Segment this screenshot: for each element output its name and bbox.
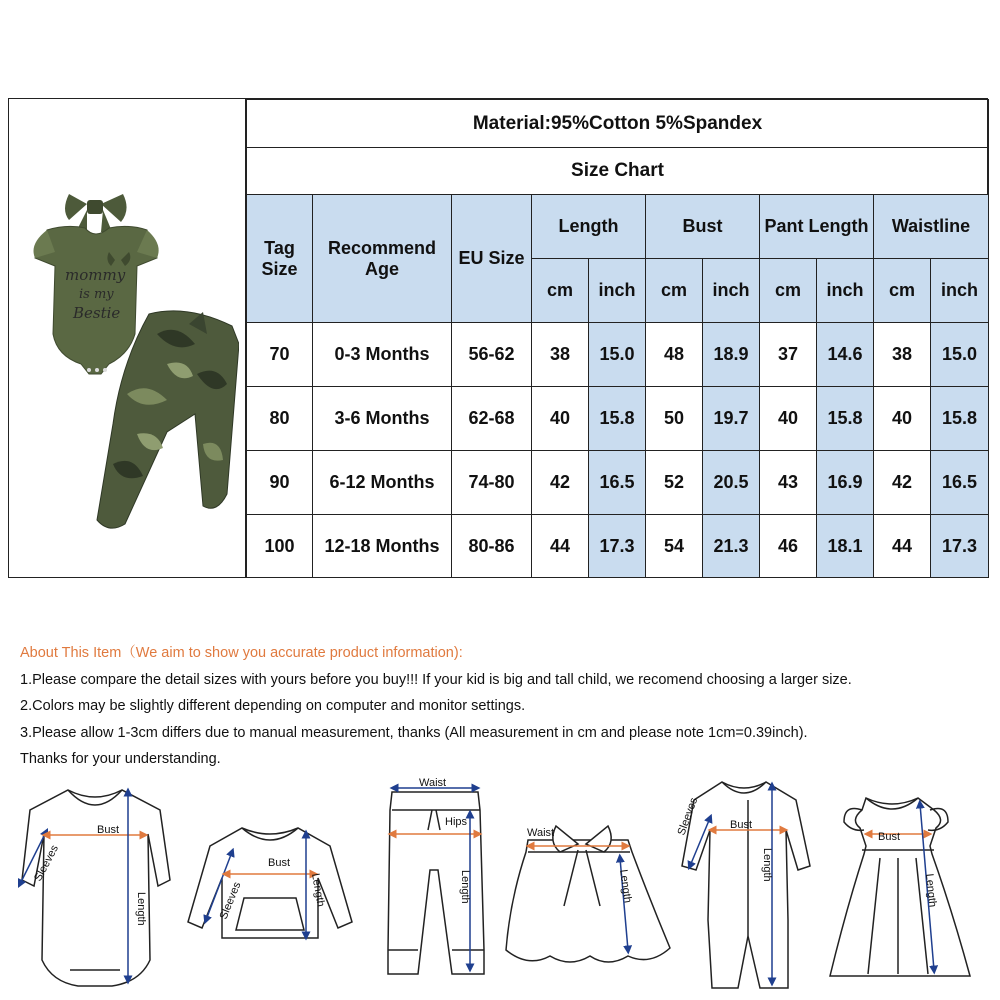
romper-diagram [682, 782, 810, 988]
sleeves-label: Sleeves [217, 880, 244, 922]
waist-cm: 42 [874, 451, 931, 515]
pant-length-inch: 15.8 [817, 387, 874, 451]
measurement-diagrams [0, 770, 1000, 995]
length-cm: 42 [532, 451, 589, 515]
hips-label: Hips [445, 816, 468, 828]
table-row [247, 451, 989, 515]
length-inch: 15.8 [589, 387, 646, 451]
group-bust: Bust [646, 195, 760, 259]
length-label: Length [309, 872, 327, 908]
length-inch: 17.3 [589, 515, 646, 578]
waist-inch: 15.8 [931, 387, 989, 451]
bust-label: Bust [878, 831, 901, 843]
table-row [247, 515, 989, 578]
sleeves-label: Sleeves [675, 796, 701, 838]
age-cell: 3-6 Months [313, 387, 452, 451]
pant-length-cm: 46 [760, 515, 817, 578]
pant-length-inch: 16.9 [817, 451, 874, 515]
sweatshirt-diagram [188, 828, 352, 938]
waist-cm: 38 [874, 323, 931, 387]
bust-label: Bust [730, 819, 753, 831]
print-text-1: mommy [65, 266, 126, 284]
waist-inch: 16.5 [931, 451, 989, 515]
bust-label: Bust [268, 857, 291, 869]
eu-cell: 80-86 [452, 515, 532, 578]
age-cell: 0-3 Months [313, 323, 452, 387]
age-cell: 12-18 Months [313, 515, 452, 578]
table-row [247, 323, 989, 387]
length-cm: 38 [532, 323, 589, 387]
bust-inch: 20.5 [703, 451, 760, 515]
tag-cell: 70 [247, 323, 313, 387]
unit-inch: inch [589, 259, 646, 323]
skirt-diagram [506, 826, 670, 962]
unit-cm: cm [874, 259, 931, 323]
pant-length-cm: 43 [760, 451, 817, 515]
length-label: Length [617, 868, 634, 904]
tag-cell: 80 [247, 387, 313, 451]
sleeves-label: Sleeves [32, 843, 62, 884]
note-line-1: 1.Please compare the detail sizes with yours before you buy!!! If your kid is big and tall child, we recomend choosing a larger size. [20, 671, 852, 688]
pant-length-inch: 18.1 [817, 515, 874, 578]
pant-length-inch: 14.6 [817, 323, 874, 387]
unit-cm: cm [646, 259, 703, 323]
size-chart [8, 98, 988, 578]
bust-cm: 48 [646, 323, 703, 387]
bust-label: Bust [97, 824, 120, 836]
tag-cell: 90 [247, 451, 313, 515]
bust-inch: 18.9 [703, 323, 760, 387]
eu-cell: 56-62 [452, 323, 532, 387]
unit-cm: cm [532, 259, 589, 323]
note-line-2: 2.Colors may be slightly different depending on computer and monitor settings. [20, 698, 526, 714]
dress-diagram [830, 798, 970, 976]
tag-cell: 100 [247, 515, 313, 578]
length-cm: 40 [532, 387, 589, 451]
waist-label: Waist [419, 777, 447, 789]
chart-title: Size Chart [247, 148, 989, 195]
bodysuit-diagram [20, 790, 170, 986]
size-table [246, 99, 989, 578]
col-recommend-age: Recommend Age [313, 195, 452, 323]
length-label: Length [459, 870, 471, 904]
bust-inch: 19.7 [703, 387, 760, 451]
table-row [247, 387, 989, 451]
bust-cm: 50 [646, 387, 703, 451]
unit-inch: inch [703, 259, 760, 323]
col-eu-size: EU Size [452, 195, 532, 323]
note-line-3: 3.Please allow 1-3cm differs due to manual measurement, thanks (All measurement in cm and please note 1cm=0.39inch). [20, 724, 808, 741]
bust-inch: 21.3 [703, 515, 760, 578]
print-text-3: Bestie [73, 304, 121, 322]
waist-cm: 40 [874, 387, 931, 451]
age-cell: 6-12 Months [313, 451, 452, 515]
waist-label: Waist [527, 827, 555, 839]
waist-inch: 17.3 [931, 515, 989, 578]
col-tag-size: Tag Size [247, 195, 313, 323]
bust-cm: 54 [646, 515, 703, 578]
group-length: Length [532, 195, 646, 259]
length-label: Length [761, 848, 773, 882]
product-photo-cell [9, 99, 246, 577]
product-photo [17, 194, 239, 539]
item-notes [20, 640, 990, 773]
waist-cm: 44 [874, 515, 931, 578]
group-pant-length: Pant Length [760, 195, 874, 259]
print-text-2: is my [79, 287, 114, 302]
length-inch: 15.0 [589, 323, 646, 387]
waist-inch: 15.0 [931, 323, 989, 387]
length-label: Length [923, 873, 939, 908]
unit-cm: cm [760, 259, 817, 323]
pant-length-cm: 37 [760, 323, 817, 387]
eu-cell: 62-68 [452, 387, 532, 451]
material-row: Material:95%Cotton 5%Spandex [247, 100, 989, 148]
note-line-4: Thanks for your understanding. [20, 751, 221, 767]
unit-inch: inch [817, 259, 874, 323]
eu-cell: 74-80 [452, 451, 532, 515]
group-waistline: Waistline [874, 195, 989, 259]
unit-inch: inch [931, 259, 989, 323]
pant-length-cm: 40 [760, 387, 817, 451]
about-heading: About This Item（We aim to show you accurate product information): [20, 645, 463, 661]
bust-cm: 52 [646, 451, 703, 515]
length-cm: 44 [532, 515, 589, 578]
length-label: Length [135, 892, 147, 926]
length-inch: 16.5 [589, 451, 646, 515]
